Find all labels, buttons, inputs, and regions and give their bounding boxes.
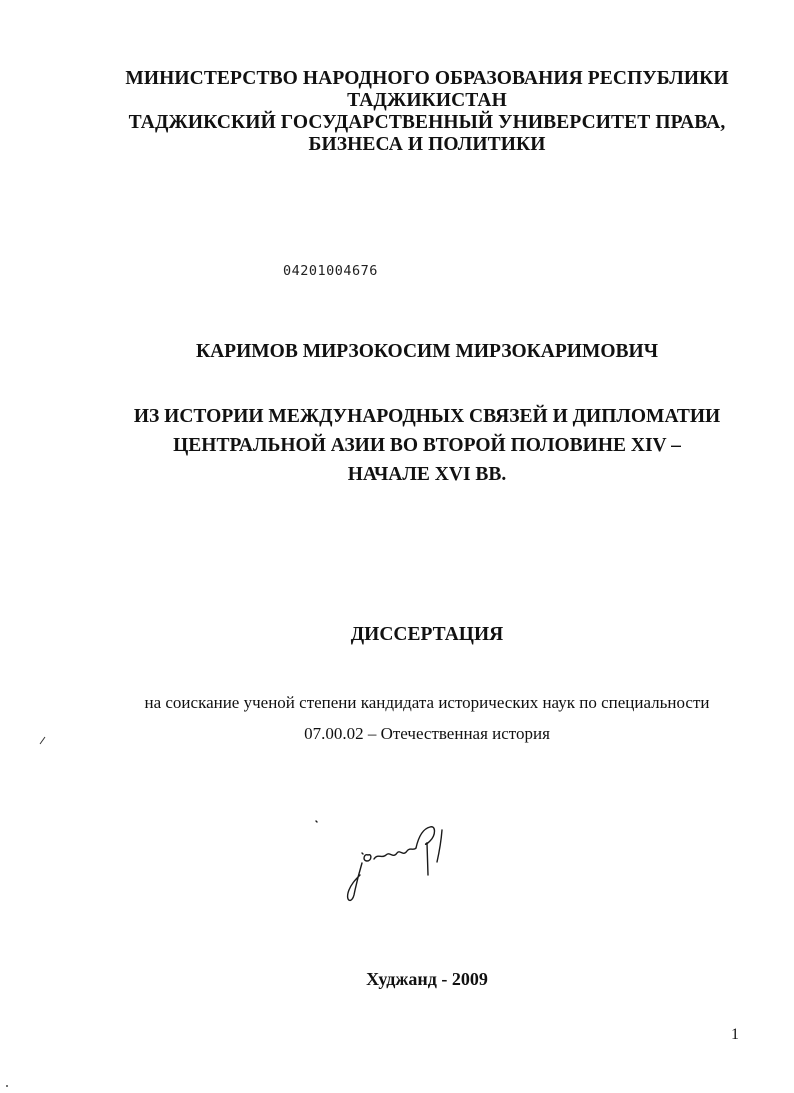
header-line: ТАДЖИКИСТАН [347,90,507,111]
page-number: 1 [731,1026,739,1043]
title-line: ЦЕНТРАЛЬНОЙ АЗИИ ВО ВТОРОЙ ПОЛОВИНЕ XIV – [173,435,681,456]
title-line: НАЧАЛЕ XVI ВВ. [347,464,507,485]
degree-statement [0,687,794,749]
scan-mark [38,734,48,746]
author-name: КАРИМОВ МИРЗОКОСИМ МИРЗОКАРИМОВИЧ [195,341,659,362]
header-line: ТАДЖИКСКИЙ ГОСУДАРСТВЕННЫЙ УНИВЕРСИТЕТ ПРАВА, [128,112,726,133]
header-line: МИНИСТЕРСТВО НАРОДНОГО ОБРАЗОВАНИЯ РЕСПУБЛИКИ [125,68,729,89]
dissertation-title [0,402,794,489]
degree-line: на соискание ученой степени кандидата исторических наук по специальности [144,693,710,712]
document-type: ДИССЕРТАЦИЯ [350,624,504,645]
title-line: ИЗ ИСТОРИИ МЕЖДУНАРОДНЫХ СВЯЗЕЙ И ДИПЛОМАТИИ [133,406,721,427]
scan-dot [5,1084,9,1088]
place-and-year: Худжанд - 2009 [366,969,488,989]
header-line: БИЗНЕСА И ПОЛИТИКИ [308,134,546,155]
specialty-line: 07.00.02 – Отечественная история [304,724,550,743]
archive-code: 04201004676 [283,263,378,279]
handwritten-signature [310,815,470,910]
institution-header [0,68,794,156]
